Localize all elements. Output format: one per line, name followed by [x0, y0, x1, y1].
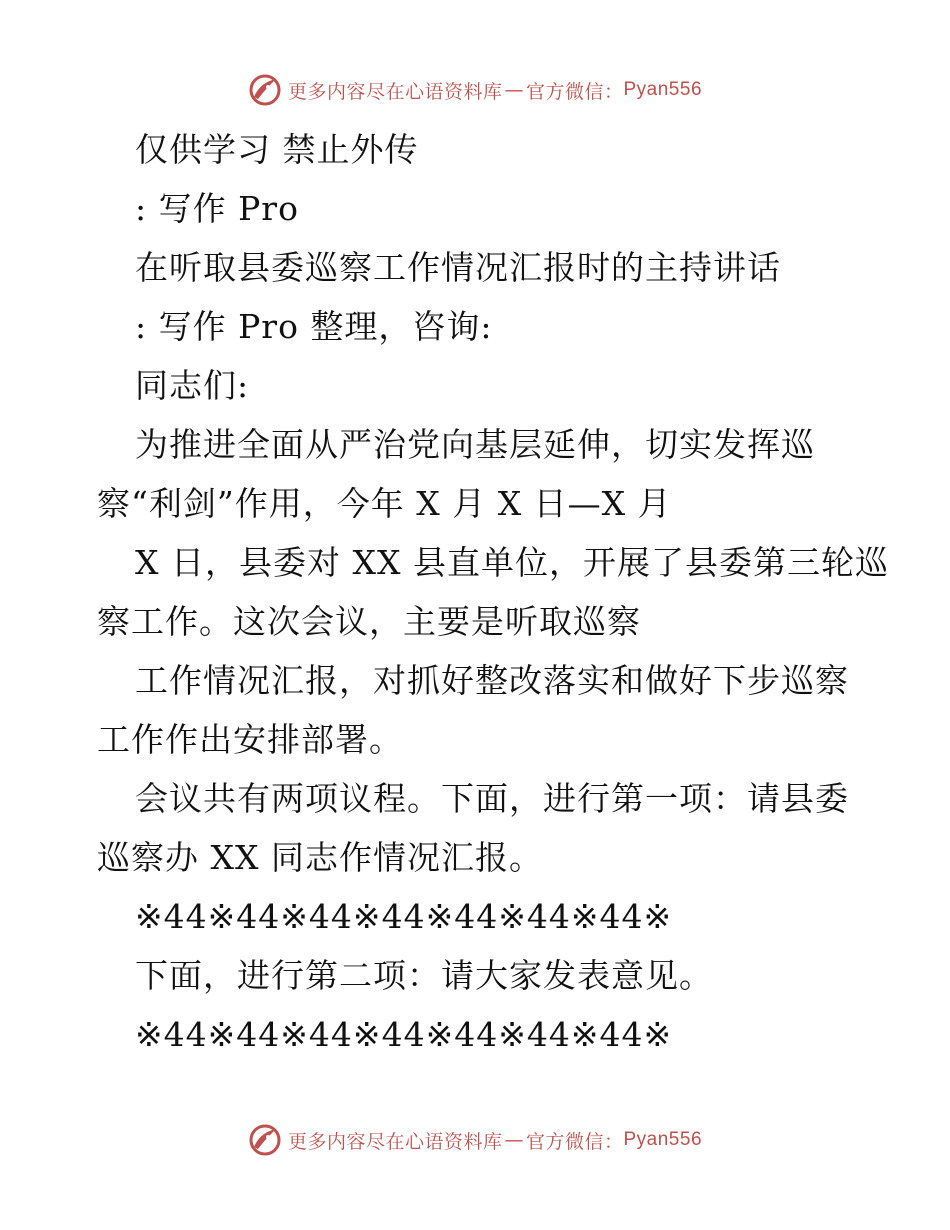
document-line: X 日，县委对 XX 县直单位，开展了县委第三轮巡	[135, 543, 889, 582]
document-line: ※44※44※44※44※44※44※44※	[135, 897, 673, 936]
pen-logo-icon	[248, 1123, 282, 1157]
header-watermark	[0, 70, 950, 110]
document-line: 在听取县委巡察工作情况汇报时的主持讲话	[135, 248, 781, 287]
document-line: 工作情况汇报，对抓好整改落实和做好下步巡察	[135, 661, 849, 700]
document-line: 察工作。这次会议，主要是听取巡察	[97, 602, 641, 641]
document-line: 工作作出安排部署。	[97, 720, 403, 759]
watermark-text: 更多内容尽在心语资料库	[287, 1130, 503, 1153]
watermark-official: 官方微信：	[525, 1130, 624, 1153]
document-line: 仅供学习 禁止外传	[135, 130, 419, 169]
document-line: 为推进全面从严治党向基层延伸，切实发挥巡	[135, 425, 815, 464]
document-line: ※44※44※44※44※44※44※44※	[135, 1015, 673, 1054]
watermark-official: 官方微信：	[525, 80, 624, 103]
document-line: 察“利剑”作用，今年 X 月 X 日—X 月	[97, 484, 672, 523]
document-line: 会议共有两项议程。下面，进行第一项：请县委	[135, 779, 849, 818]
watermark-separator: —	[504, 1129, 524, 1151]
document-line: : 写作 Pro 整理，咨询:	[135, 307, 493, 346]
watermark-separator: —	[504, 79, 524, 101]
footer-watermark	[0, 1120, 950, 1160]
pen-logo-icon	[248, 73, 282, 107]
document-line: : 写作 Pro	[135, 189, 299, 228]
watermark-handle: Pyan556	[623, 1129, 703, 1150]
watermark-handle: Pyan556	[623, 79, 703, 100]
document-line: 巡察办 XX 同志作情况汇报。	[97, 838, 543, 877]
document-line: 同志们:	[135, 366, 250, 405]
document-line: 下面，进行第二项：请大家发表意见。	[135, 956, 713, 995]
watermark-text: 更多内容尽在心语资料库	[287, 80, 503, 103]
document-body	[97, 120, 889, 1064]
